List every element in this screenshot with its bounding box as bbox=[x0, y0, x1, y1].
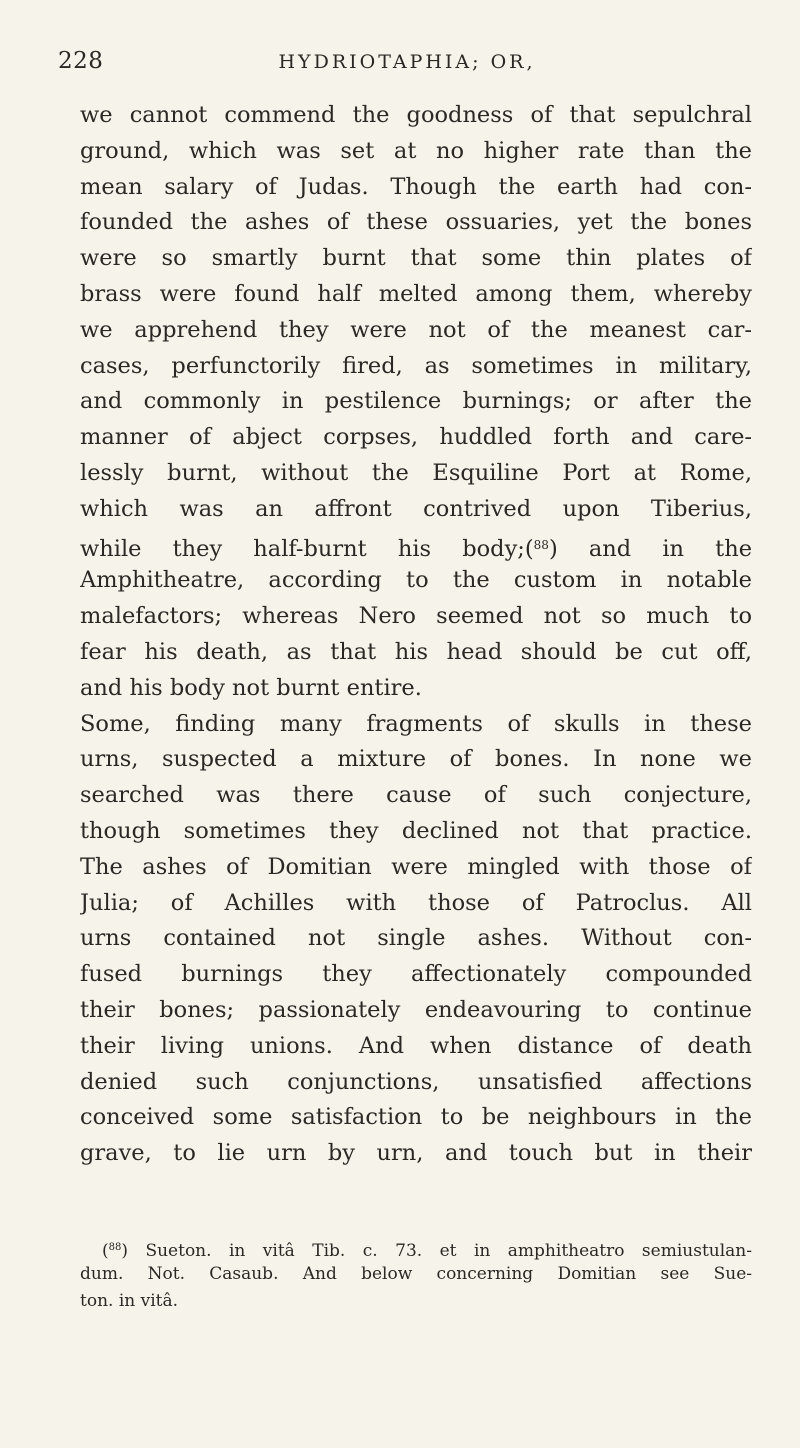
footnote-line: ($^{88}$) Sueton. in vitâ Tib. c. 73. et in amphitheatro semiustulan- bbox=[102, 1241, 752, 1261]
running-head: HYDRIOTAPHIA; OR, bbox=[278, 51, 536, 73]
text-line: Amphitheatre, according to the custom in notable bbox=[80, 567, 752, 594]
text-line: searched was there cause of such conjecture, bbox=[80, 782, 752, 809]
footnote-number: 88 bbox=[108, 1242, 122, 1253]
text-line: manner of abject corpses, huddled forth and care- bbox=[80, 424, 752, 451]
text-line: their bones; passionately endeavouring to continue bbox=[80, 996, 752, 1023]
footnote bbox=[80, 1234, 752, 1315]
text-line: though sometimes they declined not that practice. bbox=[80, 817, 752, 844]
text-line-start: while they half-burnt his body;( bbox=[80, 535, 534, 562]
text-line: denied such conjunctions, unsatisfied affections bbox=[80, 1068, 752, 1095]
text-line: mean salary of Judas. Though the earth had con- bbox=[80, 173, 752, 200]
text-line: we cannot commend the goodness of that sepulchral bbox=[80, 102, 752, 128]
text-line: ground, which was set at no higher rate than the bbox=[80, 137, 752, 164]
text-line: brass were found half melted among them, whereby bbox=[80, 280, 752, 307]
text-line: urns, suspected a mixture of bones. In none we bbox=[80, 746, 752, 773]
text-line: urns contained not single ashes. Without con- bbox=[80, 925, 752, 952]
text-line: grave, to lie urn by urn, and touch but in their bbox=[80, 1140, 752, 1167]
text-line: The ashes of Domitian were mingled with those of bbox=[80, 853, 752, 880]
footnote-line: dum. Not. Casaub. And below concerning Domitian see Sue- bbox=[80, 1264, 752, 1284]
text-line: were so smartly burnt that some thin plates of bbox=[80, 245, 752, 272]
text-line: fused burnings they affectionately compounded bbox=[80, 961, 752, 988]
text-line: founded the ashes of these ossuaries, yet the bones bbox=[80, 209, 752, 236]
text-line: and his body not burnt entire. bbox=[80, 674, 422, 701]
footnote-line-text: ) Sueton. in vitâ Tib. c. 73. et in amphitheatro semiustulan- bbox=[121, 1241, 752, 1261]
text-line-end: ) and in the bbox=[548, 535, 752, 562]
text-line: cases, perfunctorily fired, as sometimes in military, bbox=[80, 352, 752, 379]
footnote-line: ton. in vitâ. bbox=[80, 1291, 179, 1311]
text-line: their living unions. And when distance of death bbox=[80, 1032, 752, 1059]
body-text bbox=[80, 98, 752, 1172]
text-line: malefactors; whereas Nero seemed not so much to bbox=[80, 603, 752, 630]
text-line-with-note-ref bbox=[80, 528, 752, 564]
footnote-reference: 88 bbox=[533, 537, 549, 552]
page-number: 228 bbox=[58, 48, 104, 74]
page-header bbox=[58, 48, 758, 82]
text-line: which was an affront contrived upon Tiberius, bbox=[80, 495, 752, 522]
text-line: lessly burnt, without the Esquiline Port at Rome, bbox=[80, 459, 752, 486]
text-line: conceived some satisfaction to be neighbours in the bbox=[80, 1104, 752, 1131]
text-line: Some, finding many fragments of skulls in these bbox=[80, 710, 752, 737]
text-line: Julia; of Achilles with those of Patroclus. All bbox=[80, 889, 752, 916]
text-line: we apprehend they were not of the meanest car- bbox=[80, 316, 752, 343]
text-line: fear his death, as that his head should be cut off, bbox=[80, 638, 752, 665]
text-line: and commonly in pestilence burnings; or after the bbox=[80, 388, 752, 415]
